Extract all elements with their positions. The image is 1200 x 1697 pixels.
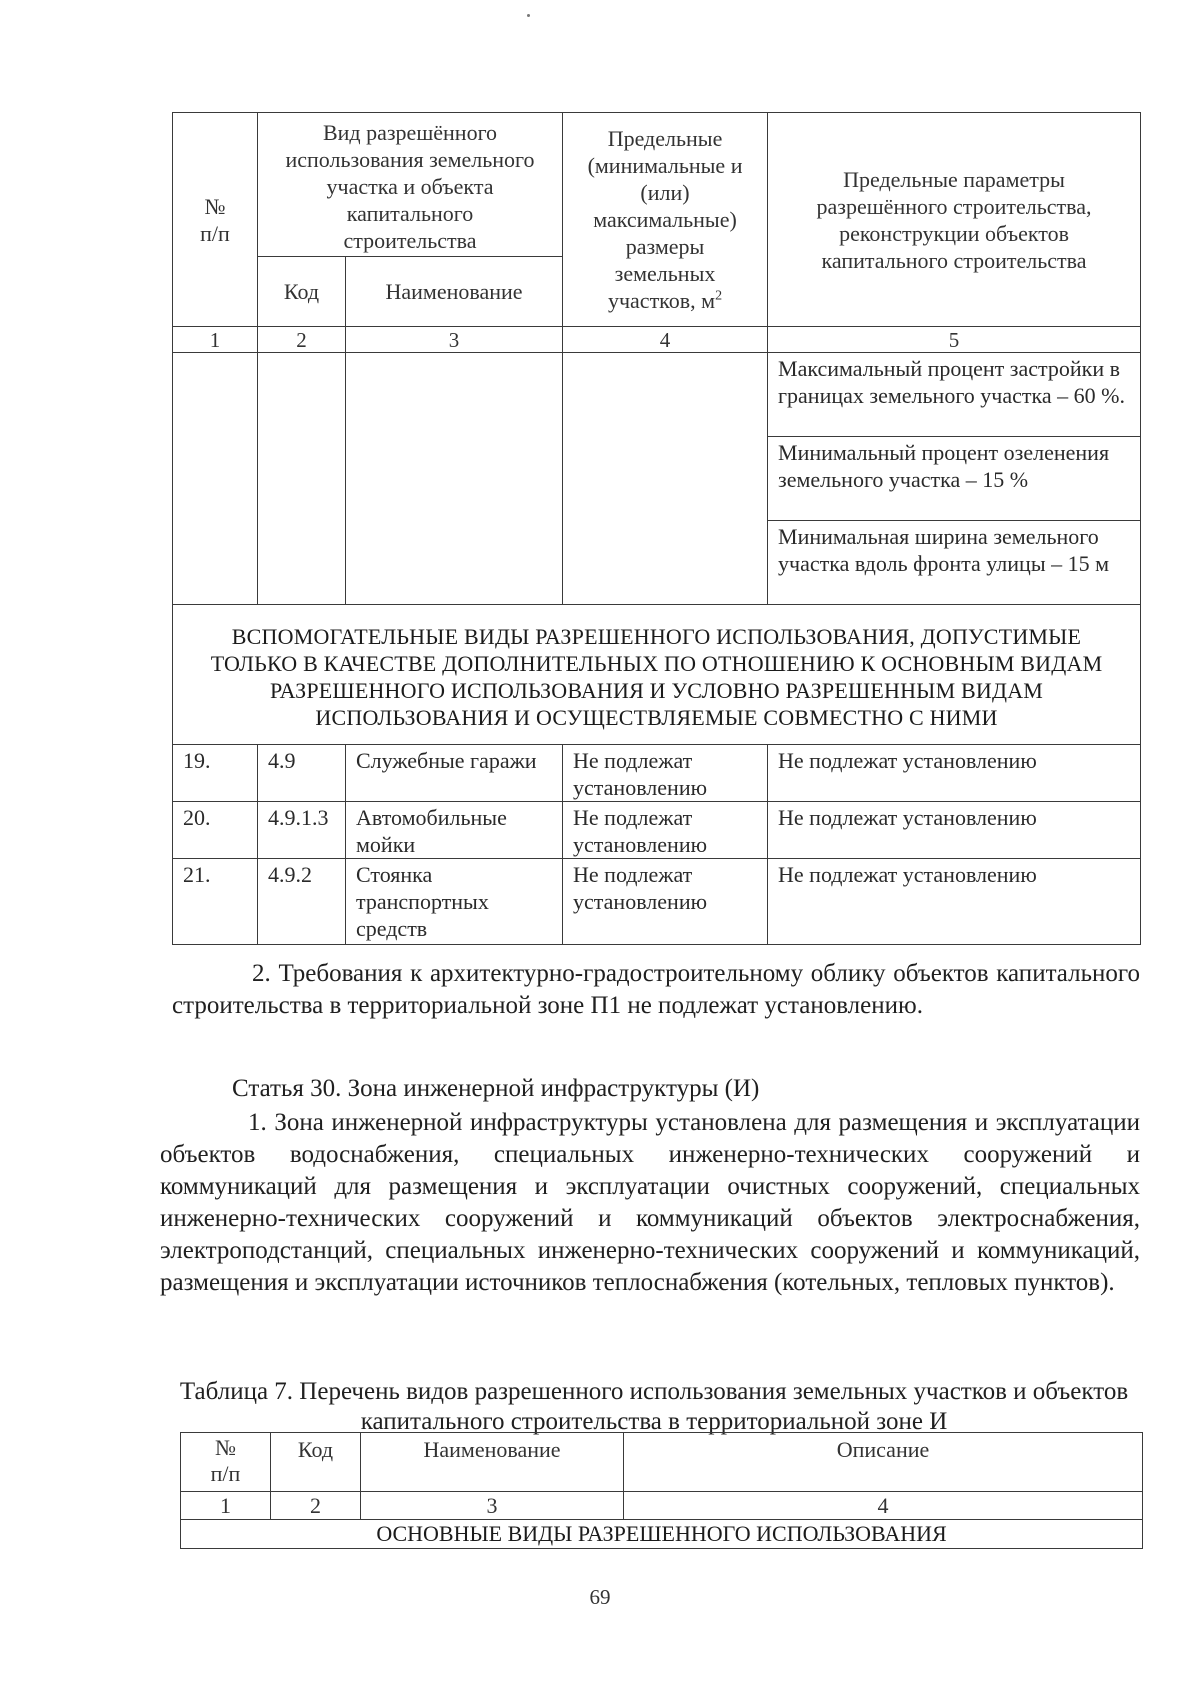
table-caption: Таблица 7. Перечень видов разрешенного использования земельных участков и объектов капитального строительства в территориальной зоне И [179,1378,1129,1435]
row-name: Служебные гаражи [346,745,563,802]
row-params: Не подлежат установлению [768,745,1141,802]
table-row [173,745,1141,802]
header-vid: Вид разрешённого использования земельного участка и объекта капитального строительства [258,113,563,257]
section-main-uses: ОСНОВНЫЕ ВИДЫ РАЗРЕШЕННОГО ИСПОЛЬЗОВАНИЯ [181,1520,1143,1549]
column-number: 2 [258,327,346,353]
table-row [173,802,1141,859]
table-row [173,859,1141,945]
param-min-green: Минимальный процент озеленения земельного участка – 15 % [768,437,1141,521]
param-max-build: Максимальный процент застройки в границах земельного участка – 60 %. [768,353,1141,437]
row-sizes: Не подлежат установлению [563,745,768,802]
row-name: Автомобильные мойки [346,802,563,859]
header-params: Предельные параметры разрешённого строительства, реконструкции объектов капитального строительства [768,113,1141,327]
continued-row [173,353,1141,437]
t2-header-naim: Наименование [361,1433,624,1492]
row-code: 4.9.2 [258,859,346,945]
row-sizes: Не подлежат установлению [563,802,768,859]
header-kod: Код [258,257,346,327]
scan-speck [527,14,530,17]
column-number: 1 [181,1492,271,1520]
t2-header-num: № п/п [181,1433,271,1492]
row-params: Не подлежат установлению [768,859,1141,945]
row-code: 4.9.1.3 [258,802,346,859]
column-number: 4 [624,1492,1143,1520]
page-number: 69 [589,1585,611,1609]
empty-cell [346,353,563,605]
empty-cell [173,353,258,605]
header-num: № п/п [173,113,258,327]
header-naim: Наименование [346,257,563,327]
column-number: 5 [768,327,1141,353]
row-num: 20. [173,802,258,859]
section-auxiliary-uses: ВСПОМОГАТЕЛЬНЫЕ ВИДЫ РАЗРЕШЕННОГО ИСПОЛЬЗОВАНИЯ, ДОПУСТИМЫЕ ТОЛЬКО В КАЧЕСТВЕ ДОПОЛНИТЕЛЬНЫХ ПО ОТНОШЕНИЮ К ОСНОВНЫМ ВИДАМ РАЗРЕШЕННОГО ИСПОЛЬЗОВАНИЯ И УСЛОВНО РАЗРЕШЕННЫМ ВИДАМ ИСПОЛЬЗОВАНИЯ И ОСУЩЕСТВЛЯЕМЫЕ СОВМЕСТНО С НИМИ [173,605,1141,745]
column-number: 3 [361,1492,624,1520]
t2-header-kod: Код [271,1433,361,1492]
row-name: Стоянка транспортных средств [346,859,563,945]
column-number: 3 [346,327,563,353]
header-sizes: Предельные (минимальные и (или) максимальные) размеры земельных участков, $м^2$ [563,113,768,327]
article-title: Статья 30. Зона инженерной инфраструктуры (И) [232,1075,760,1102]
empty-cell [258,353,346,605]
paragraph-zone-description: 1. Зона инженерной инфраструктуры установлена для размещения и эксплуатации объектов водоснабжения, специальных инженерно-технических сооружений и коммуникаций для размещения и эксплуатации очистных сооружений, специальных инженерно-технических сооружений и коммуникаций объектов электроснабжения, электроподстанций, специальных инженерно-технических сооружений и коммуникаций, размещения и эксплуатации источников теплоснабжения (котельных, тепловых пунктов). [160,1109,1140,1296]
paragraph-requirements: 2. Требования к архитектурно-градостроительному облику объектов капитального строительства в территориальной зоне П1 не подлежат установлению. [172,960,1140,1019]
column-number: 1 [173,327,258,353]
t2-column-numbers-row [181,1492,1143,1520]
column-number: 4 [563,327,768,353]
row-sizes: Не подлежат установлению [563,859,768,945]
t2-header-desc: Описание [624,1433,1143,1492]
empty-cell [563,353,768,605]
zoning-table-i [180,1432,1143,1549]
param-min-width: Минимальная ширина земельного участка вдоль фронта улицы – 15 м [768,521,1141,605]
column-number: 2 [271,1492,361,1520]
row-num: 21. [173,859,258,945]
row-params: Не подлежат установлению [768,802,1141,859]
zoning-table-p1 [172,112,1141,945]
row-code: 4.9 [258,745,346,802]
column-numbers-row [173,327,1141,353]
row-num: 19. [173,745,258,802]
